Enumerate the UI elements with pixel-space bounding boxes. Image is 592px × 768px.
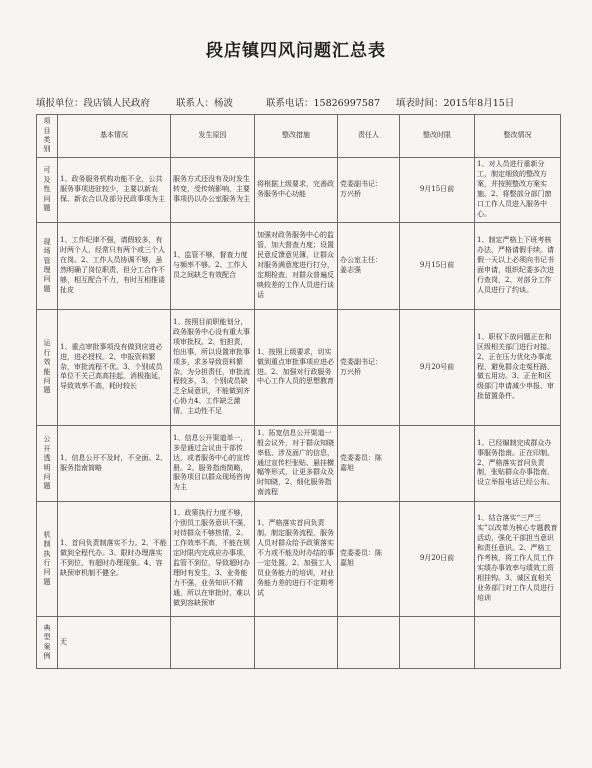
reporting-unit: 填报单位：段店镇人民政府	[36, 98, 151, 109]
table-row	[37, 158, 561, 223]
contact-person: 联系人：杨波	[176, 98, 234, 109]
row-category: 典型案例	[37, 617, 58, 669]
row-responsible: 党委委员：陈 嘉旭	[338, 426, 400, 502]
row-category: 可及性问题	[37, 158, 58, 223]
row-result: 1、制定严格上下班考核办法，严格请假手续。请假一天以上必须向书记书面申请，组织纪委多次进行查岗，2、对部分工作人员进行了约谈。	[475, 223, 561, 310]
row-measures: 将根据上级要求，完善政务服务中心功能	[255, 158, 338, 223]
table-row	[37, 502, 561, 617]
table-header-row	[37, 115, 561, 158]
header-deadline: 整改时限	[400, 115, 475, 158]
row-deadline: 9月20号前	[400, 310, 475, 426]
row-deadline: 9月15日前	[400, 223, 475, 310]
summary-table	[36, 114, 561, 669]
row-cause	[171, 617, 255, 669]
row-measures: 加强对政务服务中心的监管，加大督查力度；设置民意反馈意见簿，让群众对服务满意度进行打分，定期检查，对群众普遍反映较差的工作人员进行谈话	[255, 223, 338, 310]
table-row	[37, 617, 561, 669]
row-result: 1、职权下放问题正在和区级相关部门进行对接。2、正在压力优化办事流程，避免群众走冤枉路，做五用功。3、正在和区级部门申请减少申报、审批留置条件。	[475, 310, 561, 426]
row-basic: 无	[58, 617, 171, 669]
row-basic: 1、首问负责制落实不力。2、不能做到全程代办。3、限时办理落实不到位，有超时办理现象。4、容缺预审机制不健全。	[58, 502, 171, 617]
row-measures: 1、按照上级要求，切实做到重点审批事项应进必进。2、加强对行政服务中心工作人员的思想教育	[255, 310, 338, 426]
row-result: 1、对人员进行重新分工，制定细致的整改方案，并按照整改方案实施。2、将整部分部门窗口工作人员进入服务中心。	[475, 158, 561, 223]
header-responsible: 责任人	[338, 115, 400, 158]
row-deadline: 9月15日前	[400, 158, 475, 223]
row-deadline: 9月20日前	[400, 502, 475, 617]
row-category: 机制执行问题	[37, 502, 58, 617]
row-responsible: 党委副书记： 万兴桥	[338, 310, 400, 426]
row-cause: 1、政策执行力度不够，个别员工服务意识不强，对待群众不够热情，2、工作效率不高，不能在规定时限内完成应办事项，监管不到位，导致超时办理时有发生，3、业务能力不强，业务知识不精通，所以在审批时，难以做到容缺预审	[171, 502, 255, 617]
row-cause: 服务方式还没有及时发生转变，受传统影响，主要事项仍以办公室服务为主	[171, 158, 255, 223]
table-row	[37, 426, 561, 502]
row-result: 1、结合落实“三严三实”以改革为核心专题教育活动，强化干部担当意识和责任意识。2、严格工作考核，将工作人员工作实绩办事效率与绩效工资相挂钩。3、诚区直相关业务部门对工作人员进行培训	[475, 502, 561, 617]
row-responsible	[338, 617, 400, 669]
row-result	[475, 617, 561, 669]
row-responsible: 办公室主任： 姜志强	[338, 223, 400, 310]
row-basic: 1、信息公开不及时，不全面。2、服务指南简略	[58, 426, 171, 502]
row-basic: 1、重点审批事项没有做到应进必进，进必授权。2、申报资料繁杂，审批流程不优。3、个别成员单位不关己高高挂起，消极拖延，导致效率不高，耗时较长	[58, 310, 171, 426]
table-row	[37, 223, 561, 310]
row-cause: 1、信息公开渠道单一，多是通过会议由干部传达，或者服务中心的宣传册。2、服务指南简略，服务项目以群众现场咨询为主	[171, 426, 255, 502]
row-category: 现场管理问题	[37, 223, 58, 310]
row-deadline	[400, 426, 475, 502]
row-cause: 1、监管不够，督查力度与频率不够。2、工作人员之间缺乏有效配合	[171, 223, 255, 310]
row-category: 公开透明问题	[37, 426, 58, 502]
contact-phone: 联系电话：15826997587	[266, 98, 380, 109]
header-category: 项目类别	[37, 115, 58, 158]
fill-date: 填表时间：2015年8月15日	[396, 98, 515, 109]
row-cause: 1、按照目前职能划分，政务服务中心没有重大事项审批权。2、怕担责，怕出事，所以设置审批事项多，求多导致资料繁杂，为分担责任，审批流程较多，3、个别成员缺乏全局意识，不能做到齐心协力4、工作缺乏激情，主动性不足	[171, 310, 255, 426]
header-result: 整改情况	[475, 115, 561, 158]
row-result: 1、已经编制完成群众办事服务指南。正在印制。2、严格落实首问负责制，张贴群众办事指南，设立举报电话已经公布。	[475, 426, 561, 502]
header-basic: 基本情况	[58, 115, 171, 158]
row-basic: 1、政务服务机构功能不全，公共服务事项进驻较少，主要以新农保、新农合以及部分民政事项为主	[58, 158, 171, 223]
row-responsible: 党委副书记： 万兴桥	[338, 158, 400, 223]
row-category: 运行效能问题	[37, 310, 58, 426]
row-measures	[255, 617, 338, 669]
row-measures: 1、严格落实首问负责制，制定服务流程，服务人员对群众给予政策落实不力或不能及时办结的事一定处置。2、加强工人员业务能力的培训，对业务能力差的进行不定期考试	[255, 502, 338, 617]
row-deadline	[400, 617, 475, 669]
row-measures: 1、拓宽信息公开渠道一般会议外，对于群众知晓率低、涉及面广的信息，通过宣传栏张贴、悬挂横幅等形式，让更多群众及时知晓，2、细化服务指南流程	[255, 426, 338, 502]
header-measures: 整改措施	[255, 115, 338, 158]
header-cause: 发生原因	[171, 115, 255, 158]
row-responsible: 党委委员：陈 嘉旭	[338, 502, 400, 617]
row-basic: 1、工作纪律不强，请假较多，有时两个人，经常只有两个或三个人在岗。2、工作人员协调不够，虽然明确了岗位职责，但分工合作不够，相互配合不力，有时互相推诿扯皮	[58, 223, 171, 310]
page-title: 段店镇四风问题汇总表	[206, 41, 386, 61]
table-row	[37, 310, 561, 426]
